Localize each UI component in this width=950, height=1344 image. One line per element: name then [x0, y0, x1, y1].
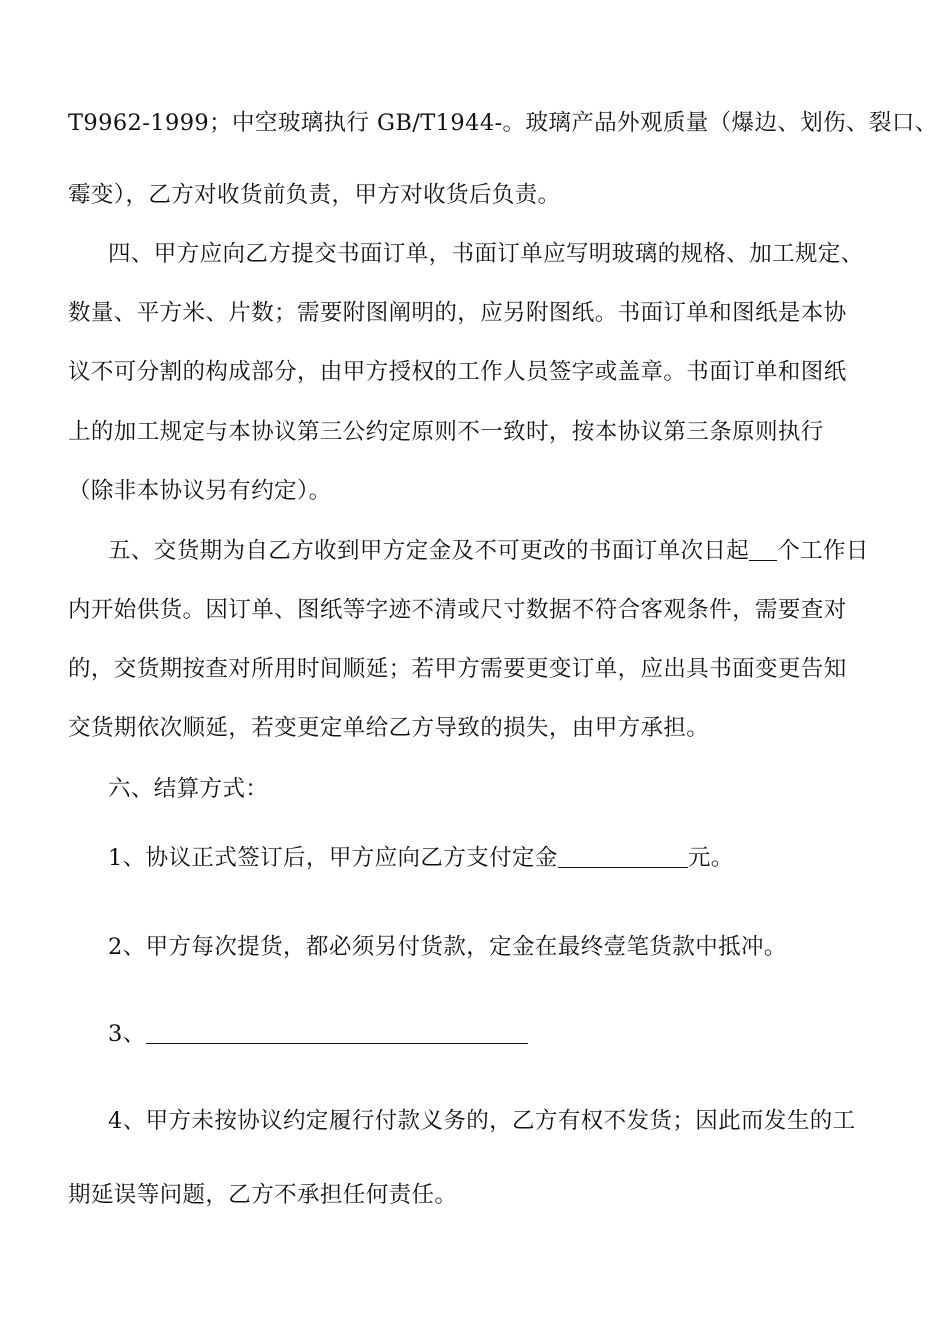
text-line: 期延误等问题，乙方不承担任何责任。: [68, 1182, 458, 1208]
text-line: 内开始供货。因订单、图纸等字迹不清或尺寸数据不符合客观条件，需要查对: [68, 597, 847, 623]
text-line: 霉变），乙方对收货前负责，甲方对收货后负责。: [68, 182, 561, 208]
payment-item-2: 2、甲方每次提货，都必须另付货款，定金在最终壹笔货款中抵冲。: [108, 934, 787, 960]
item-3-blank[interactable]: [146, 1021, 528, 1044]
text-line: 上的加工规定与本协议第三公约定原则不一致时，按本协议第三条原则执行: [68, 419, 824, 445]
payment-item-3: [108, 1019, 528, 1049]
text-line: 交货期依次顺延，若变更定单给乙方导致的损失，由甲方承担。: [68, 715, 710, 741]
clause-6-heading: 六、结算方式：: [108, 776, 269, 802]
clause-4-line: 四、甲方应向乙方提交书面订单，书面订单应写明玻璃的规格、加工规定、: [108, 241, 864, 267]
delivery-text-after: 个工作日: [777, 538, 869, 564]
text-line: T9962-1999；中空玻璃执行 GB/T1944-。玻璃产品外观质量（爆边、划伤、裂口、: [68, 110, 938, 136]
deposit-amount-blank[interactable]: [558, 845, 688, 868]
deposit-line: [108, 843, 734, 873]
delivery-days-blank[interactable]: [749, 538, 777, 561]
text-line: 数量、平方米、片数；需要附图阐明的，应另附图纸。书面订单和图纸是本协: [68, 300, 847, 326]
text-line: （除非本协议另有约定）。: [68, 478, 332, 504]
deposit-text-after: 元。: [687, 845, 734, 871]
item-3-label: 3、: [108, 1021, 146, 1047]
delivery-text-before: 五、交货期为自乙方收到甲方定金及不可更改的书面订单次日起: [108, 538, 750, 564]
clause-5-line: [108, 536, 869, 566]
text-line: 的，交货期按查对所用时间顺延；若甲方需要更变订单，应出具书面变更告知: [68, 656, 847, 682]
deposit-text-before: 1、协议正式签订后，甲方应向乙方支付定金: [108, 845, 558, 871]
text-line: 议不可分割的构成部分，由甲方授权的工作人员签字或盖章。书面订单和图纸: [68, 359, 847, 385]
payment-item-4: 4、甲方未按协议约定履行付款义务的，乙方有权不发货；因此而发生的工: [108, 1108, 856, 1134]
